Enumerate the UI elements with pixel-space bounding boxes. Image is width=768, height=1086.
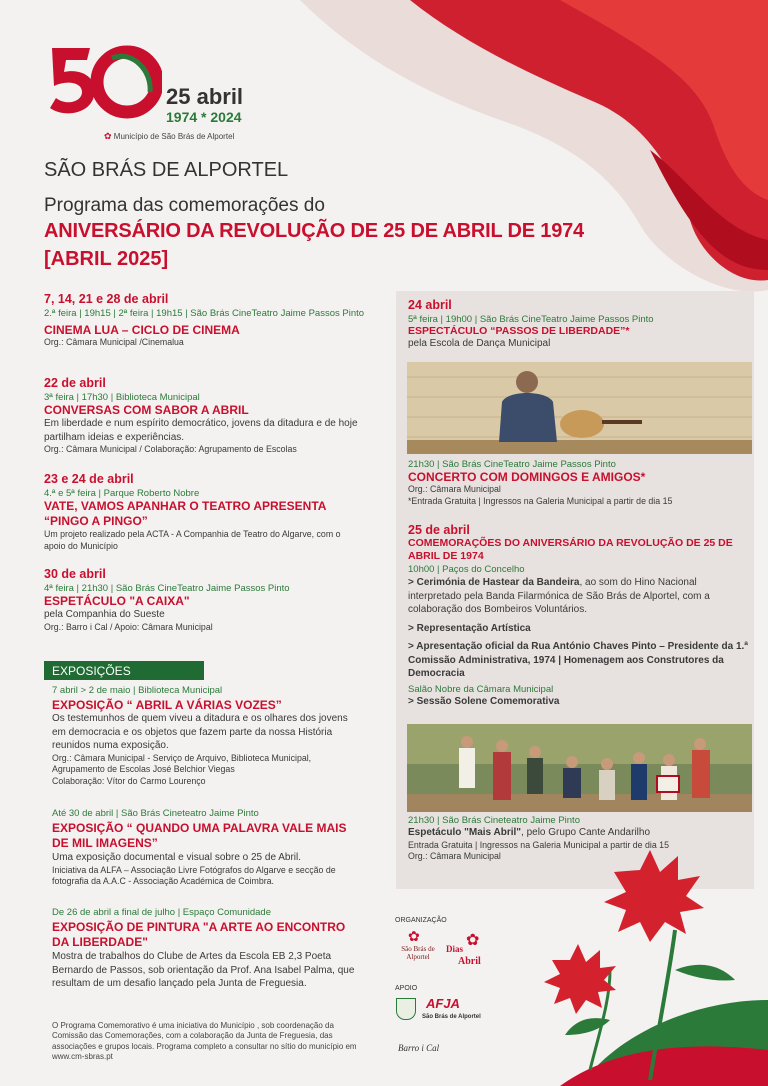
event-meta2: Salão Nobre da Câmara Municipal xyxy=(408,683,554,695)
event-desc: Um projeto realizado pela ACTA - A Companhia de Teatro do Algarve, com o apoio do Município xyxy=(44,529,341,551)
event-meta: 5ª feira | 19h00 | São Brás CineTeatro Jaime Passos Pinto xyxy=(408,314,654,325)
exhibition-meta: 7 abril > 2 de maio | Biblioteca Municipal xyxy=(52,685,223,696)
exhibition-org: Org.: Câmara Municipal - Serviço de Arquivo, Biblioteca Municipal, Agrupamento de Escolas José Belchior Viegas xyxy=(52,752,312,775)
support-label: APOIO xyxy=(395,985,418,992)
event-title: VATE, VAMOS APANHAR O TEATRO APRESENTA “PINGO A PINGO” xyxy=(44,499,327,528)
title-bold: Espetáculo "Mais Abril" xyxy=(408,827,522,838)
town-title: SÃO BRÁS DE ALPORTEL xyxy=(44,159,289,181)
exhibition-abril-varias-vozes xyxy=(52,685,362,788)
years: 1974 * 2024 xyxy=(166,109,242,125)
municipality-label: Município de São Brás de Alportel xyxy=(113,132,235,141)
event-title xyxy=(408,826,748,840)
event-conversas xyxy=(44,376,374,456)
event-title: CINEMA LUA – CICLO DE CINEMA xyxy=(44,323,240,337)
abril-label: Abril xyxy=(458,956,481,967)
event-note: Entrada Gratuita | Ingressos na Galeria Municipal a partir de dia 15 xyxy=(408,839,669,850)
event-date: 25 de abril xyxy=(408,523,470,537)
event-title: CONVERSAS COM SABOR A ABRIL xyxy=(44,403,249,417)
event-item-representacao: > Representação Artística xyxy=(408,622,531,634)
support-crest xyxy=(396,998,416,1020)
fifty-logo-icon xyxy=(42,40,162,120)
parish-mark: AFJA xyxy=(426,996,460,1011)
event-meta: 21h30 | São Brás Cineteatro Jaime Pinto xyxy=(408,815,580,826)
parish-label: São Brás de Alportel xyxy=(422,1014,481,1020)
event-org: Org.: Barro i Cal / Apoio: Câmara Municipal xyxy=(44,621,213,632)
guitarist-image xyxy=(407,362,752,454)
event-passos-liberdade xyxy=(408,298,748,351)
event-title: COMEMORAÇÕES DO ANIVERSÁRIO DA REVOLUÇÃO DE 25 DE ABRIL DE 1974 xyxy=(408,537,733,562)
exhibition-title: EXPOSIÇÃO “ ABRIL A VÁRIAS VOZES” xyxy=(52,698,282,712)
event-desc: pela Escola de Dança Municipal xyxy=(408,338,551,349)
event-title: ESPETÁCULO "A CAIXA" xyxy=(44,594,190,608)
exhibitions-header xyxy=(44,661,204,680)
event-note: *Entrada Gratuita | Ingressos na Galeria Municipal a partir de dia 15 xyxy=(408,495,673,506)
event-date: 7, 14, 21 e 28 de abril xyxy=(44,292,169,306)
carnation-icon: ✿ xyxy=(466,932,480,949)
logo-50 xyxy=(42,40,162,120)
event-item-sessao: > Sessão Solene Comemorativa xyxy=(408,695,560,707)
event-title: ESPECTÁCULO “PASSOS DE LIBERDADE”* xyxy=(408,325,630,337)
org-logo-municipality xyxy=(396,928,440,968)
dias-label: Dias xyxy=(446,944,464,954)
support-logo-barro-cal: Barro i Cal xyxy=(398,1043,440,1053)
event-org: Org.: Câmara Municipal xyxy=(408,484,501,494)
item-bold: > Cerimónia de Hastear da Bandeira xyxy=(408,577,580,589)
exhibition-collab: Colaboração: Vítor do Carmo Lourenço xyxy=(52,776,206,787)
item-rest: , ao som do Hino Nacional interpretado pela Banda Filarmónica de São Brás de Alportel, com a colaboração dos Bombeiros Voluntários. xyxy=(408,577,710,616)
exhibitions-header-label: EXPOSIÇÕES xyxy=(52,664,131,678)
event-date: 23 e 24 de abril xyxy=(44,472,134,486)
exhibition-desc: Uma exposição documental e visual sobre o 25 de Abril. xyxy=(52,852,302,863)
support-logo-parish xyxy=(422,996,492,1026)
event-caixa xyxy=(44,567,374,633)
footer-note: O Programa Comemorativo é uma iniciativa do Município , sob coordenação da Comissão das Comemorações, com a colaboração da Junta de Freguesia, das associações e grupos locais. Programa completo a consultar no sítio do município em www.cm-sbras.pt xyxy=(52,1021,357,1062)
exhibition-title: EXPOSIÇÃO “ QUANDO UMA PALAVRA VALE MAIS DE MIL IMAGENS” xyxy=(52,821,347,850)
event-comemoracoes xyxy=(408,523,748,708)
event-teatro xyxy=(44,472,364,553)
event-meta: 10h00 | Paços do Concelho xyxy=(408,564,525,576)
org-logo-municipality-label: São Brás de Alportel xyxy=(401,945,435,961)
exhibition-pintura xyxy=(52,907,362,991)
event-desc: pela Companhia do Sueste xyxy=(44,609,165,620)
main-title-line1: ANIVERSÁRIO DA REVOLUÇÃO DE 25 DE ABRIL DE 1974 xyxy=(44,220,584,242)
event-item-apresentacao: > Apresentação oficial da Rua António Chaves Pinto – Presidente da 1.ª Comissão Administrativa, 1974 | Homenagem aos Construtores da Democracia xyxy=(408,641,748,680)
org-logo-dias-abril xyxy=(446,930,494,970)
exhibition-meta: De 26 de abril a final de julho | Espaço Comunidade xyxy=(52,907,271,918)
event-date: 22 de abril xyxy=(44,376,106,390)
event-meta: 3ª feira | 17h30 | Biblioteca Municipal xyxy=(44,392,200,403)
event-org: Org.: Câmara Municipal /Cinemalua xyxy=(44,337,184,347)
event-meta: 2.ª feira | 19h15 | 2ª feira | 19h15 | São Brás CineTeatro Jaime Passos Pinto xyxy=(44,308,365,319)
exhibition-desc: Os testemunhos de quem viveu a ditadura e os olhares dos jovens em democracia e os objetos que fazem parte da nossa História reunidos numa exposição. xyxy=(52,713,348,751)
photo-guitarist xyxy=(407,362,752,454)
carnation-decoration xyxy=(500,850,768,1086)
event-item-bandeira xyxy=(408,576,748,617)
event-concerto xyxy=(408,459,748,508)
program-subtitle: Programa das comemorações do xyxy=(44,195,325,216)
event-meta: 4.ª e 5ª feira | Parque Roberto Nobre xyxy=(44,488,200,499)
exhibition-desc: Mostra de trabalhos do Clube de Artes da Escola EB 2,3 Poeta Bernardo de Passos, sob orientação da Prof. Ana Isabel Palma, que resultam de um desafio lançado pela Junta de Freguesia. xyxy=(52,951,355,989)
municipality-line xyxy=(104,131,234,142)
photo-cante-group xyxy=(407,724,752,812)
event-title: CONCERTO COM DOMINGOS E AMIGOS* xyxy=(408,470,646,484)
group-image xyxy=(407,724,752,812)
exhibition-org: Iniciativa da ALFA – Associação Livre Fotógrafos do Algarve e secção de fotografia da A.A.C - Associação Académica de Coimbra. xyxy=(52,864,336,887)
main-title-line2: [ABRIL 2025] xyxy=(44,248,169,270)
event-desc: Em liberdade e num espírito democrático, jovens da ditadura e de hoje partilham ideias e experiências. xyxy=(44,418,358,443)
flower-icon: ✿ xyxy=(104,131,112,141)
exhibition-meta: Até 30 de abril | São Brás Cineteatro Jaime Pinto xyxy=(52,808,259,819)
title-rest: , pelo Grupo Cante Andarilho xyxy=(521,827,651,838)
event-meta: 21h30 | São Brás CineTeatro Jaime Passos Pinto xyxy=(408,459,616,470)
date-main: 25 abril xyxy=(166,84,244,109)
event-date: 24 abril xyxy=(408,298,452,312)
event-org: Org.: Câmara Municipal / Colaboração: Agrupamento de Escolas xyxy=(44,444,297,454)
event-cinema xyxy=(44,292,374,349)
event-meta: 4ª feira | 21h30 | São Brás CineTeatro Jaime Passos Pinto xyxy=(44,583,290,594)
crest-icon: ✿ xyxy=(408,928,420,944)
exhibition-title: EXPOSIÇÃO DE PINTURA "A ARTE AO ENCONTRO DA LIBERDADE" xyxy=(52,920,346,949)
event-org: Org.: Câmara Municipal xyxy=(408,851,501,862)
event-date: 30 de abril xyxy=(44,567,106,581)
org-label: ORGANIZAÇÃO xyxy=(395,917,447,924)
exhibition-palavra xyxy=(52,808,362,888)
